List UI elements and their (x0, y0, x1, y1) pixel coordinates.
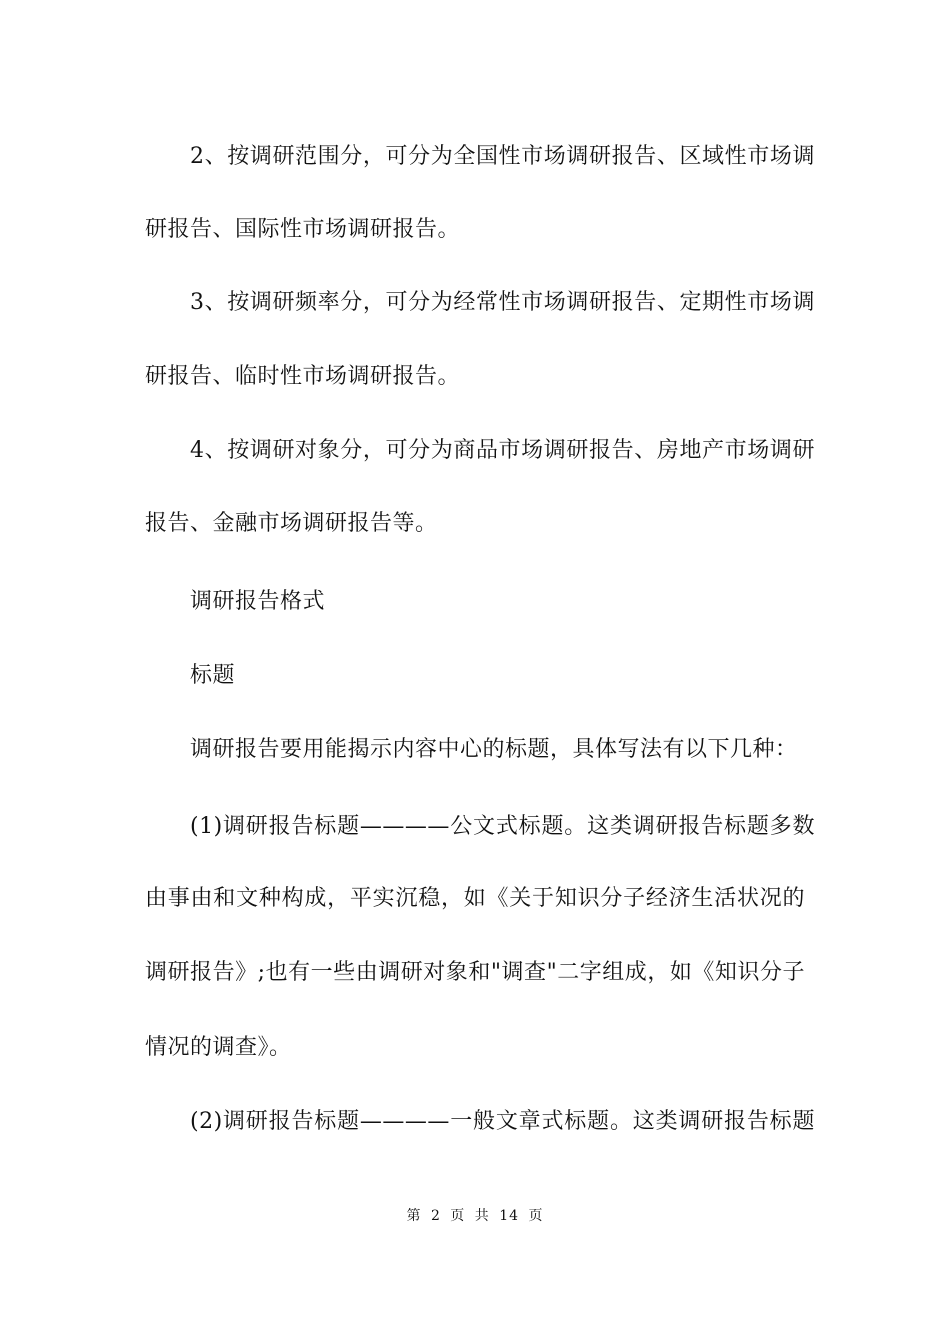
paragraph-line: 由事由和文种构成，平实沉稳，如《关于知识分子经济生活状况的 (145, 886, 805, 911)
subsection-heading: 标题 (190, 663, 236, 688)
paragraph-line: (2)调研报告标题————一般文章式标题。这类调研报告标题 (190, 1109, 815, 1134)
section-heading: 调研报告格式 (190, 589, 326, 614)
page-number-footer: 第 2 页 共 14 页 (406, 1208, 544, 1224)
paragraph-line: 调研报告要用能揭示内容中心的标题，具体写法有以下几种： (190, 737, 798, 762)
paragraph-line: 3、按调研频率分，可分为经常性市场调研报告、定期性市场调 (190, 290, 815, 315)
paragraph-line: 研报告、临时性市场调研报告。 (145, 364, 461, 389)
paragraph-line: 研报告、国际性市场调研报告。 (145, 217, 461, 242)
paragraph-line: 报告、金融市场调研报告等。 (145, 511, 438, 536)
paragraph-line: (1)调研报告标题————公文式标题。这类调研报告标题多数 (190, 814, 815, 839)
paragraph-line: 情况的调查》。 (145, 1035, 292, 1060)
paragraph-line: 调研报告》;也有一些由调研对象和"调查"二字组成，如《知识分子 (145, 960, 805, 985)
paragraph-line: 2、按调研范围分，可分为全国性市场调研报告、区域性市场调 (190, 144, 815, 169)
paragraph-line: 4、按调研对象分，可分为商品市场调研报告、房地产市场调研 (190, 438, 815, 463)
